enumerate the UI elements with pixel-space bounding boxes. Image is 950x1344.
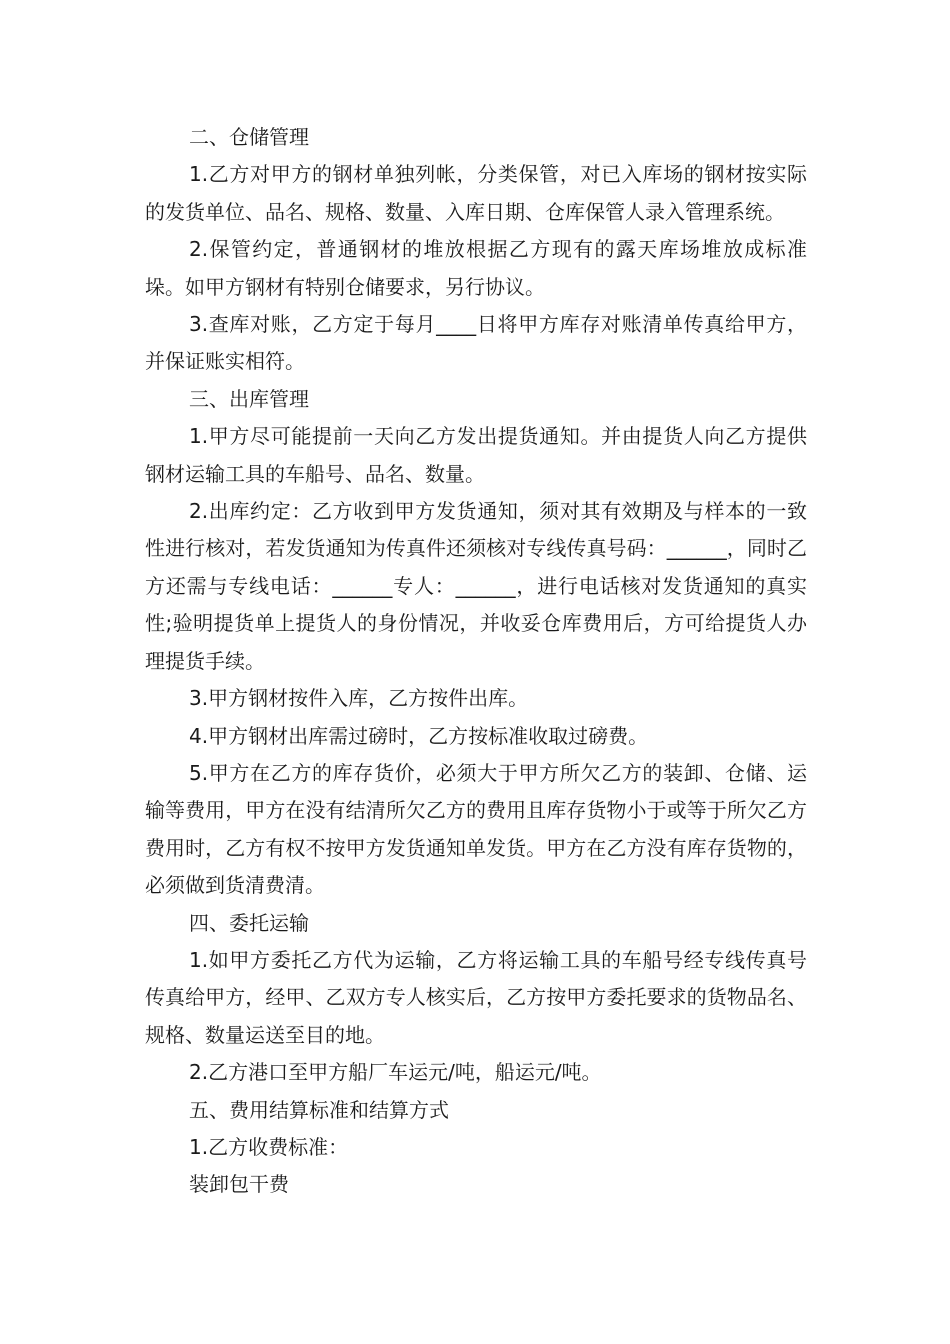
section-heading-storage: 二、仓储管理 bbox=[189, 125, 309, 149]
paragraph-outbound-2: 2.出库约定：乙方收到甲方发货通知，须对其有效期及与样本的一致性进行核对，若发货通知为传真件还须核对专线传真号码：______，同时乙方还需与专线电话：______专人：______，进行电话核对发货通知的真实性;验明提货单上提货人的身份情况，并收妥仓库费用后，方可给提货人办理提货手续。 bbox=[145, 499, 807, 673]
paragraph-outbound-1: 1.甲方尽可能提前一天向乙方发出提货通知。并由提货人向乙方提供钢材运输工具的车船号、品名、数量。 bbox=[145, 424, 807, 486]
paragraph-outbound-4: 4.甲方钢材出库需过磅时，乙方按标准收取过磅费。 bbox=[189, 723, 649, 748]
paragraph-storage-3: 3.查库对账，乙方定于每月____日将甲方库存对账清单传真给甲方，并保证账实相符。 bbox=[145, 312, 807, 374]
section-heading-settlement: 五、费用结算标准和结算方式 bbox=[189, 1097, 449, 1122]
section-heading-outbound: 三、出库管理 bbox=[189, 386, 309, 411]
paragraph-storage-2: 2.保管约定，普通钢材的堆放根据乙方现有的露天库场堆放成标准垛。如甲方钢材有特别仓储要求，另行协议。 bbox=[145, 237, 807, 299]
paragraph-settlement-fee: 装卸包干费 bbox=[189, 1172, 289, 1197]
document-body bbox=[145, 119, 807, 1204]
paragraph-storage-1: 1.乙方对甲方的钢材单独列帐，分类保管，对已入库场的钢材按实际的发货单位、品名、规格、数量、入库日期、仓库保管人录入管理系统。 bbox=[145, 162, 807, 224]
paragraph-transport-2: 2.乙方港口至甲方船厂车运元/吨，船运元/吨。 bbox=[189, 1060, 602, 1085]
paragraph-transport-1: 1.如甲方委托乙方代为运输，乙方将运输工具的车船号经专线传真号传真给甲方，经甲、乙双方专人核实后，乙方按甲方委托要求的货物品名、规格、数量运送至目的地。 bbox=[145, 947, 807, 1047]
paragraph-outbound-5: 5.甲方在乙方的库存货价，必须大于甲方所欠乙方的装卸、仓储、运输等费用，甲方在没有结清所欠乙方的费用且库存货物小于或等于所欠乙方费用时，乙方有权不按甲方发货通知单发货。甲方在乙方没有库存货物的，必须做到货清费清。 bbox=[145, 760, 807, 898]
section-heading-transport: 四、委托运输 bbox=[189, 910, 309, 935]
paragraph-outbound-3: 3.甲方钢材按件入库，乙方按件出库。 bbox=[189, 686, 529, 711]
paragraph-settlement-1: 1.乙方收费标准： bbox=[189, 1134, 349, 1159]
